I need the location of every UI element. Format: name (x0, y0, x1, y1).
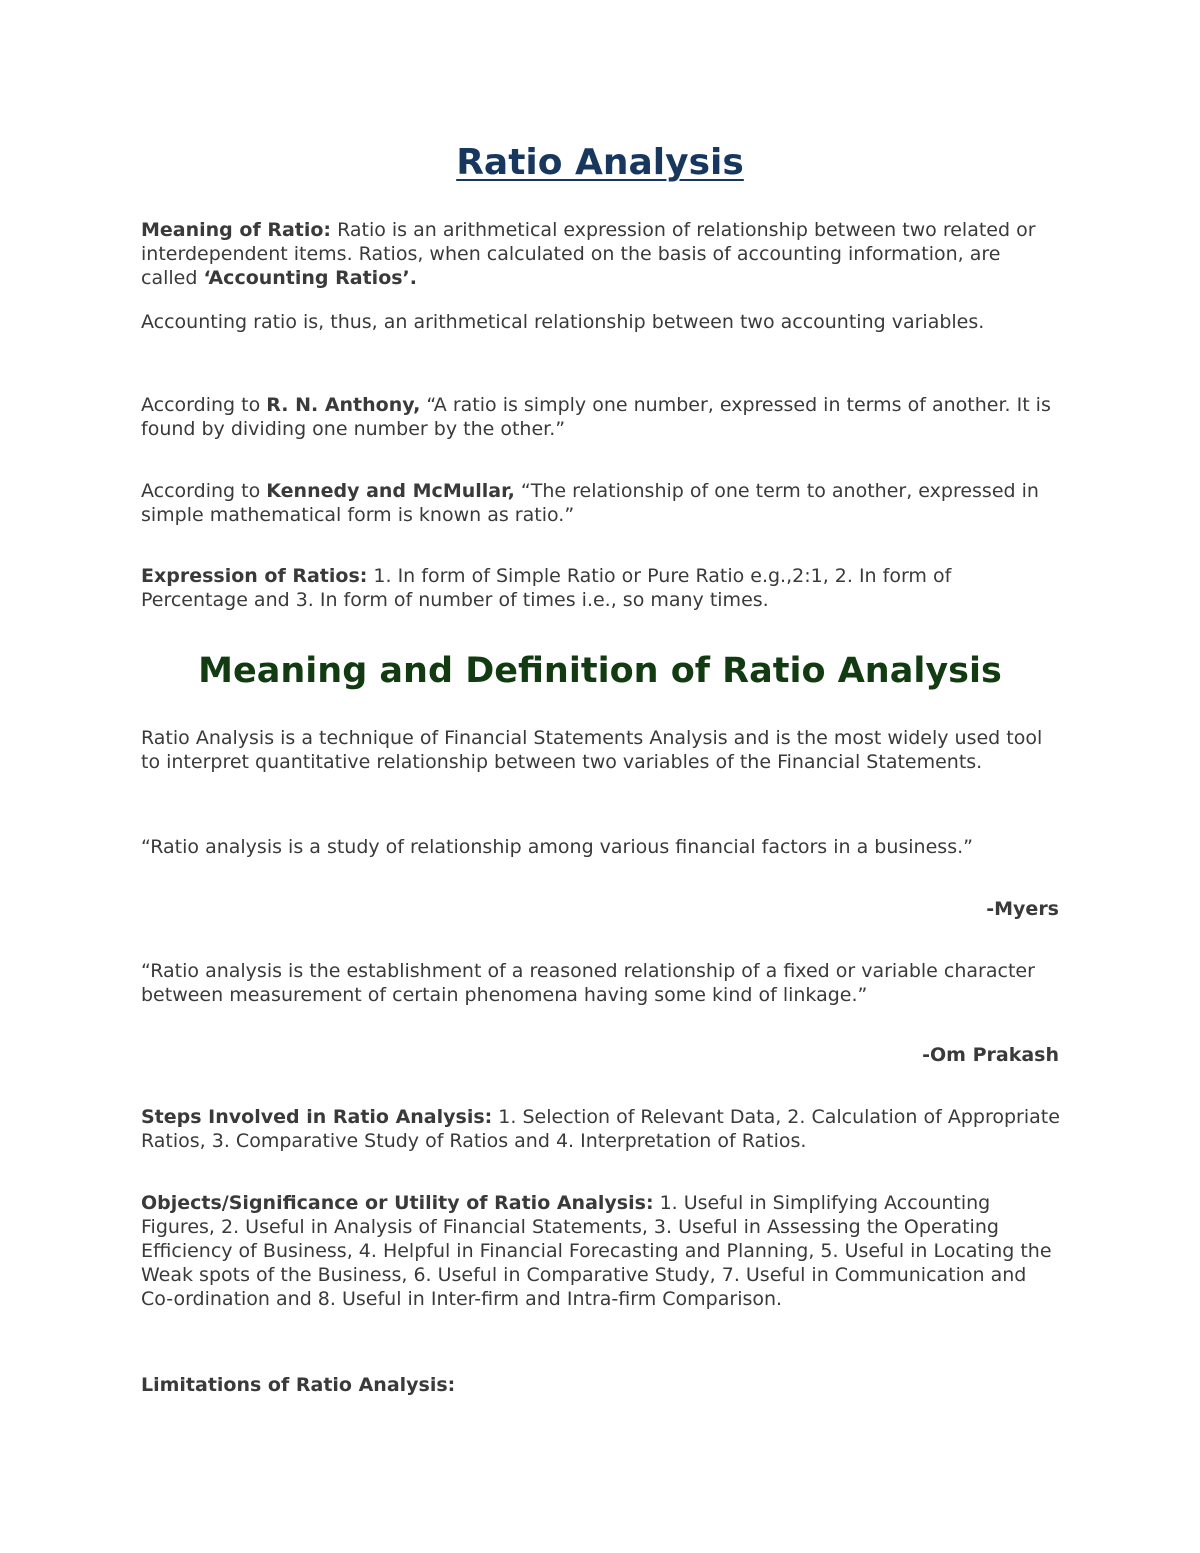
kennedy-name: Kennedy and McMullar, (266, 480, 515, 502)
expression-of-ratios-paragraph (141, 564, 1061, 612)
myers-author: -Myers (986, 898, 1059, 920)
om-prakash-quote: “Ratio analysis is the establishment of a reasoned relationship of a fixed or variable character between measurement of certain phenomena having some kind of linkage.” (141, 960, 1035, 1006)
limitations-label: Limitations of Ratio Analysis: (141, 1374, 456, 1396)
om-prakash-author: -Om Prakash (922, 1044, 1059, 1066)
kennedy-prefix: According to (141, 480, 267, 502)
anthony-quote: “A ratio is simply one number, expressed in terms of another. It is found by dividing one number by the other.” (141, 394, 1051, 440)
steps-text: 1. Selection of Relevant Data, 2. Calculation of Appropriate Ratios, 3. Comparative Study of Ratios and 4. Interpretation of Ratios. (141, 1106, 1060, 1152)
steps-label: Steps Involved in Ratio Analysis: (141, 1106, 493, 1128)
accounting-ratios-term: ‘Accounting Ratios’. (203, 267, 417, 289)
anthony-name: R. N. Anthony, (266, 394, 421, 416)
expression-text: 1. In form of Simple Ratio or Pure Ratio e.g.,2:1, 2. In form of Percentage and 3. In form of number of times i.e., so many times. (141, 565, 952, 611)
kennedy-definition-paragraph (141, 479, 1061, 527)
section-heading-meaning-definition: Meaning and Definition of Ratio Analysis (198, 651, 1002, 691)
kennedy-quote: “The relationship of one term to another, expressed in simple mathematical form is known as ratio.” (141, 480, 1039, 526)
accounting-ratio-paragraph: Accounting ratio is, thus, an arithmetical relationship between two accounting variables. (141, 311, 985, 333)
steps-paragraph (141, 1105, 1061, 1153)
expression-label: Expression of Ratios: (141, 565, 368, 587)
objects-label: Objects/Significance or Utility of Ratio Analysis: (141, 1192, 654, 1214)
anthony-definition-paragraph (141, 393, 1061, 441)
anthony-prefix: According to (141, 394, 267, 416)
ratio-analysis-paragraph: Ratio Analysis is a technique of Financial Statements Analysis and is the most widely used tool to interpret quantitative relationship between two variables of the Financial Statements. (141, 727, 1043, 773)
objects-text: 1. Useful in Simplifying Accounting Figures, 2. Useful in Analysis of Financial Statements, 3. Useful in Assessing the Operating Efficiency of Business, 4. Helpful in Financial Forecasting and Planning, 5. Useful in Locating the Weak spots of the Business, 6. Useful in Comparative Study, 7. Useful in Communication and Co-ordination and 8. Useful in Inter-firm and Intra-firm Comparison. (141, 1192, 1052, 1310)
objects-paragraph (141, 1191, 1061, 1311)
limitations-heading (141, 1373, 1061, 1397)
meaning-of-ratio-paragraph (141, 218, 1061, 290)
myers-quote: “Ratio analysis is a study of relationship among various financial factors in a business.” (141, 836, 973, 858)
meaning-text: Ratio is an arithmetical expression of relationship between two related or interdependent items. Ratios, when calculated on the basis of accounting information, are called (141, 219, 1036, 289)
meaning-label: Meaning of Ratio: (141, 219, 332, 241)
page-title: Ratio Analysis (456, 142, 744, 183)
